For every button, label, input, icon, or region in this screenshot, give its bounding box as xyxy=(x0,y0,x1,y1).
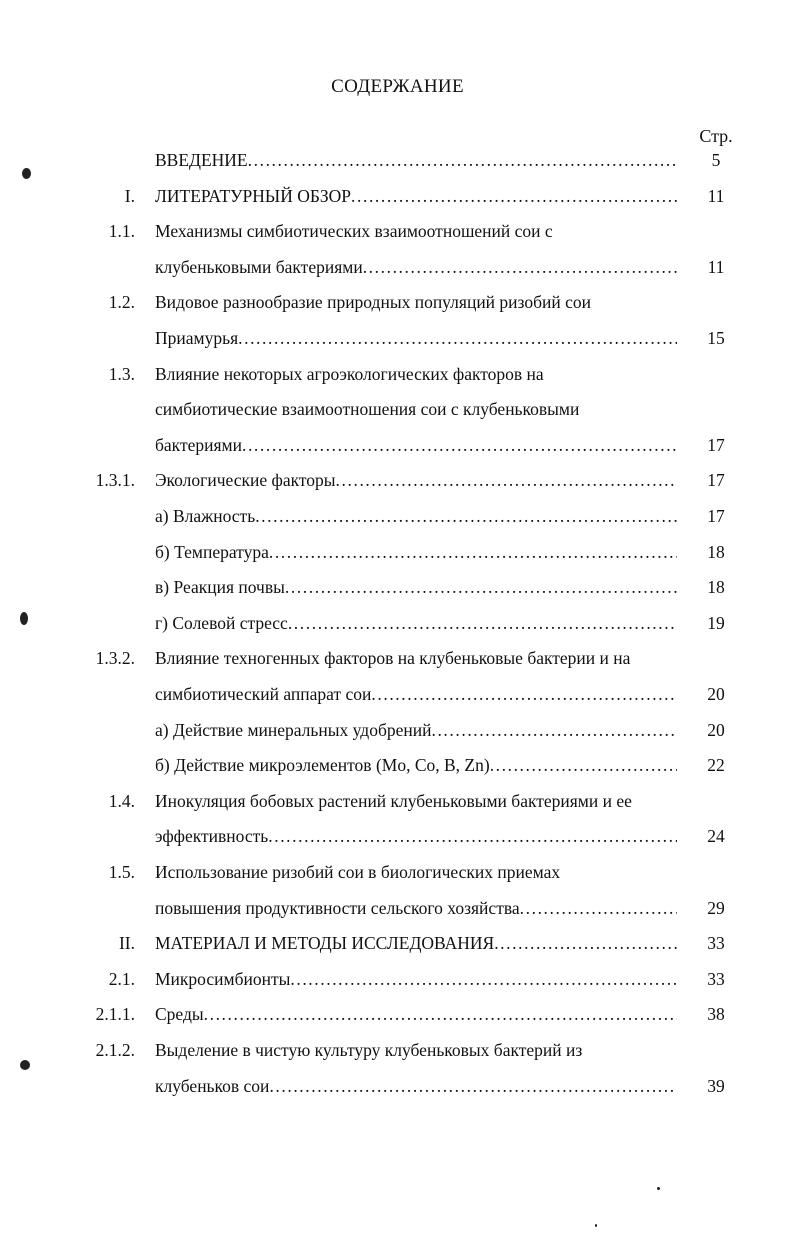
section-number: II. xyxy=(118,933,135,954)
dot-leader xyxy=(431,716,677,744)
section-title: Экологические факторы xyxy=(155,470,336,491)
section-title: а) Действие минеральных удобрений xyxy=(155,719,432,740)
section-title: Влияние некоторых агроэкологических факторов на xyxy=(155,363,544,384)
section-number: 1.1. xyxy=(108,221,135,242)
toc-row xyxy=(0,609,795,637)
toc-row xyxy=(0,217,795,245)
section-number: 1.2. xyxy=(108,292,135,313)
section-title: МАТЕРИАЛ И МЕТОДЫ ИССЛЕДОВАНИЯ xyxy=(155,933,495,954)
page-number: 33 xyxy=(707,933,725,954)
section-title: Инокуляция бобовых растений клубеньковыми бактериями и ее xyxy=(155,790,632,811)
page-number: 20 xyxy=(707,684,725,704)
toc-entry xyxy=(155,716,677,744)
section-title: бактериями xyxy=(155,434,242,455)
toc-row xyxy=(0,716,795,744)
toc-row xyxy=(0,1036,795,1064)
toc-entry xyxy=(155,431,677,459)
page-number: 11 xyxy=(707,185,725,206)
section-title: повышения продуктивности сельского хозяйства xyxy=(155,897,520,918)
toc-row xyxy=(0,894,795,922)
toc-entry xyxy=(155,573,677,601)
toc-entry xyxy=(155,751,677,779)
section-title: а) Влажность xyxy=(155,506,256,526)
toc-row xyxy=(0,787,795,815)
section-title: б) Действие микроэлементов (Mo, Co, B, Zn) xyxy=(155,755,490,776)
toc-entry xyxy=(155,182,677,210)
page-number: 18 xyxy=(707,541,725,562)
dot-leader xyxy=(242,431,677,459)
page-number: 20 xyxy=(707,719,725,740)
dot-leader xyxy=(285,573,677,601)
toc-row xyxy=(0,644,795,672)
toc-entry xyxy=(155,929,677,957)
dot-leader xyxy=(268,822,677,850)
toc-row xyxy=(0,680,795,708)
dot-leader xyxy=(269,1072,677,1100)
dot-leader xyxy=(238,324,677,352)
toc-row xyxy=(0,182,795,210)
toc-entry xyxy=(155,146,677,174)
page-number: 17 xyxy=(707,470,725,491)
dot-leader xyxy=(351,182,677,210)
toc-row xyxy=(0,146,795,174)
section-title: симбиотический аппарат сои xyxy=(155,684,372,704)
toc-row xyxy=(0,502,795,530)
section-number: 1.5. xyxy=(108,862,135,882)
section-title: г) Солевой стресс xyxy=(155,612,288,633)
scan-mark xyxy=(595,1224,597,1227)
toc-row xyxy=(0,929,795,957)
page-number: 33 xyxy=(707,968,725,989)
section-title: ВВЕДЕНИЕ xyxy=(155,150,248,170)
section-title: ЛИТЕРАТУРНЫЙ ОБЗОР xyxy=(155,185,352,206)
page-number: 29 xyxy=(707,897,725,918)
section-title: б) Температура xyxy=(155,541,269,562)
section-number: 1.3.2. xyxy=(95,648,135,669)
dot-leader xyxy=(520,894,677,922)
toc-row xyxy=(0,751,795,779)
toc-entry xyxy=(155,822,677,850)
dot-leader xyxy=(371,680,677,708)
toc-entry xyxy=(155,680,677,708)
dot-leader xyxy=(255,502,677,530)
section-title: Влияние техногенных факторов на клубеньковые бактерии и на xyxy=(155,648,631,669)
toc-row xyxy=(0,324,795,352)
toc-row xyxy=(0,573,795,601)
toc-row xyxy=(0,965,795,993)
toc-row xyxy=(0,538,795,566)
toc-entry xyxy=(155,502,677,530)
section-number: I. xyxy=(124,185,135,206)
page-number: 22 xyxy=(707,755,725,776)
section-title: Видовое разнообразие природных популяций ризобий сои xyxy=(155,292,591,313)
dot-leader xyxy=(269,538,677,566)
toc-row xyxy=(0,395,795,423)
dot-leader xyxy=(494,929,677,957)
dot-leader xyxy=(490,751,677,779)
section-number: 2.1. xyxy=(108,968,135,989)
dot-leader xyxy=(288,609,677,637)
toc-row xyxy=(0,1000,795,1028)
page-number: 19 xyxy=(707,612,725,633)
page-number: 39 xyxy=(707,1075,725,1096)
dot-leader xyxy=(336,466,677,494)
page-number: 38 xyxy=(707,1004,725,1025)
toc-entry xyxy=(155,1072,677,1100)
section-title: клубеньковыми бактериями xyxy=(155,256,363,277)
scan-mark xyxy=(20,1060,30,1070)
page-number: 15 xyxy=(707,328,725,348)
toc-entry xyxy=(155,965,677,993)
page-number: 24 xyxy=(707,826,725,847)
section-title: Приамурья xyxy=(155,328,239,348)
toc-row xyxy=(0,858,795,886)
toc-entry xyxy=(155,466,677,494)
toc-entry xyxy=(155,609,677,637)
toc-row xyxy=(0,1072,795,1100)
section-number: 1.4. xyxy=(108,790,135,811)
dot-leader xyxy=(290,965,677,993)
toc-entry xyxy=(155,538,677,566)
page-number: 11 xyxy=(707,256,725,277)
section-title: в) Реакция почвы xyxy=(155,577,285,598)
toc-row xyxy=(0,253,795,281)
section-title: клубеньков сои xyxy=(155,1075,270,1096)
dot-leader xyxy=(363,253,677,281)
section-number: 1.3. xyxy=(108,363,135,384)
section-title: Выделение в чистую культуру клубеньковых бактерий из xyxy=(155,1040,583,1060)
page-number: 18 xyxy=(707,577,725,598)
section-title: Использование ризобий сои в биологических приемах xyxy=(155,862,561,882)
section-title: Механизмы симбиотических взаимоотношений сои с xyxy=(155,221,553,242)
section-title: Микросимбионты xyxy=(155,968,291,989)
section-title: Среды xyxy=(155,1004,204,1025)
section-title: эффективность xyxy=(155,826,269,847)
dot-leader xyxy=(248,146,677,174)
page-number: 17 xyxy=(707,506,725,526)
toc-row xyxy=(0,360,795,388)
toc-row xyxy=(0,822,795,850)
toc-entry xyxy=(155,1000,677,1028)
toc-row xyxy=(0,431,795,459)
section-number: 2.1.1. xyxy=(95,1004,135,1025)
page-column-header: Стр. xyxy=(699,126,733,146)
toc-entry xyxy=(155,253,677,281)
dot-leader xyxy=(204,1000,677,1028)
page-number: 17 xyxy=(707,434,725,455)
toc-row xyxy=(0,466,795,494)
section-number: 1.3.1. xyxy=(95,470,135,491)
scan-mark xyxy=(20,612,28,625)
section-number: 2.1.2. xyxy=(95,1040,135,1060)
page-number: 5 xyxy=(711,150,721,170)
scan-mark xyxy=(657,1187,660,1190)
toc-row xyxy=(0,288,795,316)
page-title: СОДЕРЖАНИЕ xyxy=(331,76,464,97)
section-title: симбиотические взаимоотношения сои с клубеньковыми xyxy=(155,399,580,420)
scan-mark xyxy=(22,168,31,179)
toc-entry xyxy=(155,894,677,922)
toc-entry xyxy=(155,324,677,352)
